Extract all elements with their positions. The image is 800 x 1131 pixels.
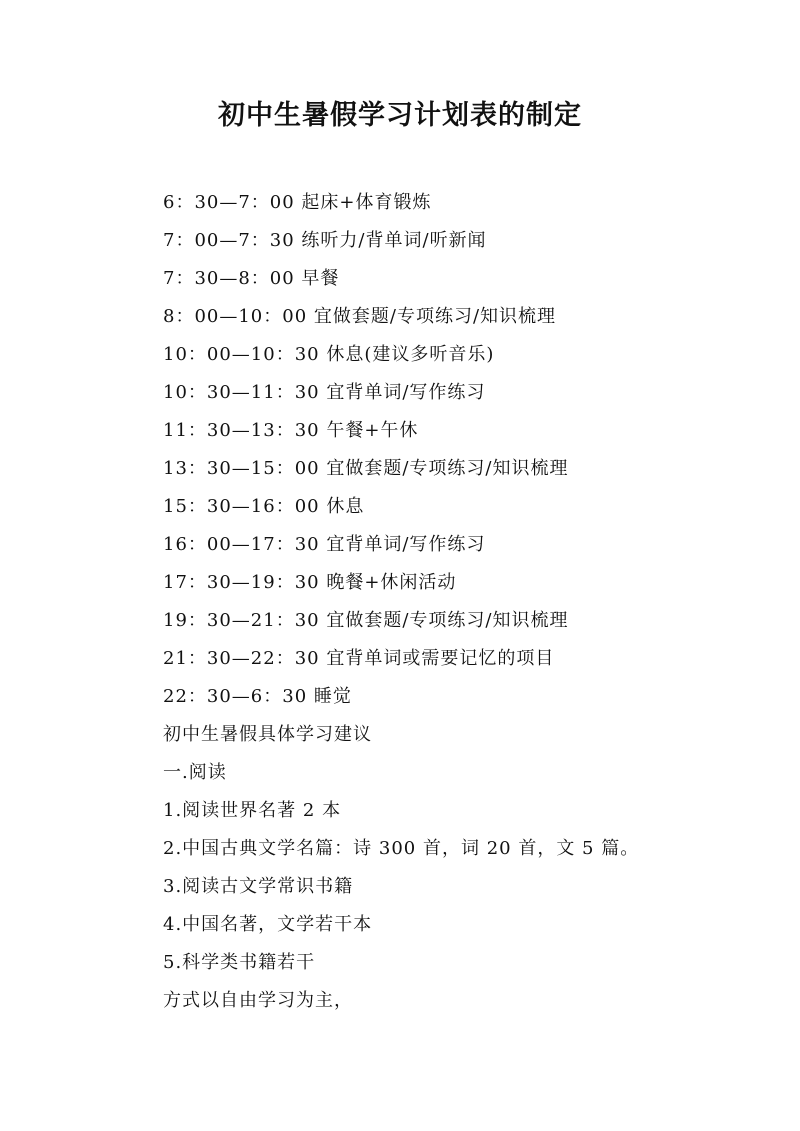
document-body — [163, 184, 763, 1020]
schedule-line: 16：00—17：30 宜背单词/写作练习 — [163, 534, 486, 555]
schedule-line: 22：30—6：30 睡觉 — [163, 686, 352, 707]
document-title: 初中生暑假学习计划表的制定 — [218, 100, 582, 131]
list-item: 4.中国名著，文学若干本 — [163, 914, 373, 935]
schedule-line: 7：00—7：30 练听力/背单词/听新闻 — [163, 230, 487, 251]
schedule-line: 7：30—8：00 早餐 — [163, 268, 340, 289]
section-heading: 初中生暑假具体学习建议 — [163, 724, 372, 745]
schedule-line: 11：30—13：30 午餐+午休 — [163, 420, 419, 441]
schedule-line: 19：30—21：30 宜做套题/专项练习/知识梳理 — [163, 610, 569, 631]
schedule-line: 8：00—10：00 宜做套题/专项练习/知识梳理 — [163, 306, 557, 327]
subsection-heading: 一.阅读 — [163, 762, 227, 783]
schedule-line: 10：00—10：30 休息(建议多听音乐) — [163, 344, 495, 365]
list-item: 1.阅读世界名著 2 本 — [163, 800, 342, 821]
schedule-line: 10：30—11：30 宜背单词/写作练习 — [163, 382, 486, 403]
schedule-line: 21：30—22：30 宜背单词或需要记忆的项目 — [163, 648, 555, 669]
list-item: 5.科学类书籍若干 — [163, 952, 316, 973]
schedule-line: 17：30—19：30 晚餐+休闲活动 — [163, 572, 457, 593]
schedule-line: 15：30—16：00 休息 — [163, 496, 365, 517]
paragraph-line: 方式以自由学习为主， — [163, 990, 353, 1011]
schedule-line: 6：30—7：00 起床+体育锻炼 — [163, 192, 432, 213]
schedule-line: 13：30—15：00 宜做套题/专项练习/知识梳理 — [163, 458, 569, 479]
list-item: 2.中国古典文学名篇：诗 300 首，词 20 首，文 5 篇。 — [163, 838, 640, 859]
list-item: 3.阅读古文学常识书籍 — [163, 876, 354, 897]
